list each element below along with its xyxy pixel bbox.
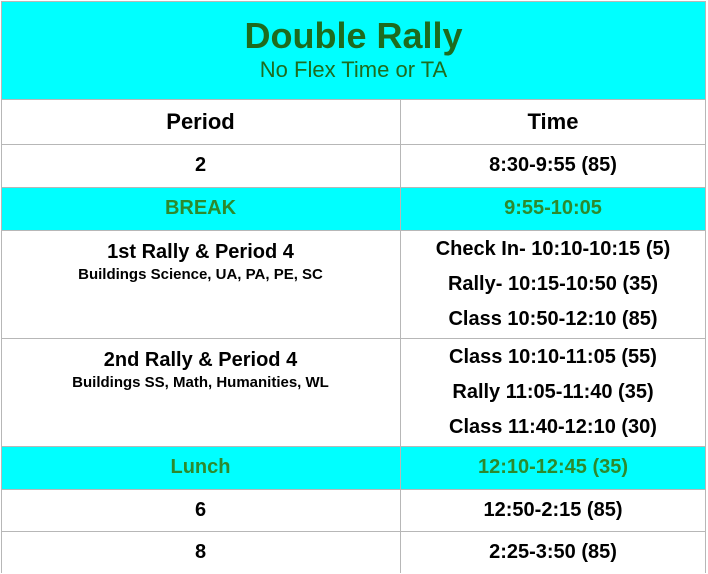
- lunch-row: [1, 446, 706, 489]
- table-row: [1, 230, 706, 338]
- time-column-header: Time: [527, 108, 579, 134]
- period-name: 2nd Rally & Period 4: [103, 349, 298, 371]
- schedule-table: [1, 1, 706, 573]
- row-divider: [1, 489, 706, 490]
- time-entry: Check In- 10:10-10:15 (5): [435, 237, 671, 260]
- period-column-header: Period: [166, 108, 235, 134]
- table-row: [1, 338, 706, 446]
- period-cell: [1, 230, 400, 338]
- time-cell: 12:50-2:15 (85): [483, 498, 623, 521]
- building-note: Buildings Science, UA, PA, PE, SC: [78, 266, 323, 283]
- time-cell: 9:55-10:05: [504, 197, 602, 219]
- time-cell: [400, 338, 706, 446]
- schedule-header: [1, 1, 706, 99]
- time-entry: Rally 11:05-11:40 (35): [452, 380, 654, 403]
- column-divider: [400, 99, 401, 573]
- row-divider: [1, 187, 706, 188]
- time-cell: 8:30-9:55 (85): [489, 154, 617, 176]
- period-cell: 8: [194, 540, 207, 563]
- row-divider: [1, 99, 706, 100]
- schedule-subtitle: No Flex Time or TA: [259, 57, 448, 82]
- time-entry: Class 11:40-12:10 (30): [449, 415, 657, 438]
- row-divider: [1, 531, 706, 532]
- period-name: 1st Rally & Period 4: [107, 241, 294, 263]
- row-divider: [1, 446, 706, 447]
- border-left: [1, 1, 2, 573]
- column-header-row: [1, 99, 706, 144]
- border-top: [1, 1, 706, 2]
- row-divider: [1, 338, 706, 339]
- break-row: [1, 187, 706, 230]
- row-divider: [1, 230, 706, 231]
- period-cell: Lunch: [170, 456, 231, 478]
- time-entry: Rally- 10:15-10:50 (35): [447, 272, 659, 295]
- table-row: [1, 531, 706, 573]
- border-right: [705, 1, 706, 573]
- period-cell: [1, 338, 400, 446]
- period-cell: 2: [194, 154, 207, 176]
- time-cell: 2:25-3:50 (85): [489, 540, 617, 563]
- period-cell: 6: [194, 498, 207, 521]
- time-entry: Class 10:10-11:05 (55): [449, 345, 657, 368]
- schedule-title: Double Rally: [244, 15, 463, 56]
- table-row: [1, 489, 706, 531]
- time-cell: 12:10-12:45 (35): [477, 456, 629, 478]
- period-cell: BREAK: [164, 197, 237, 219]
- row-divider: [1, 144, 706, 145]
- table-row: [1, 144, 706, 187]
- time-entry: Class 10:50-12:10 (85): [448, 307, 658, 330]
- time-cell: [400, 230, 706, 338]
- building-note: Buildings SS, Math, Humanities, WL: [72, 374, 329, 391]
